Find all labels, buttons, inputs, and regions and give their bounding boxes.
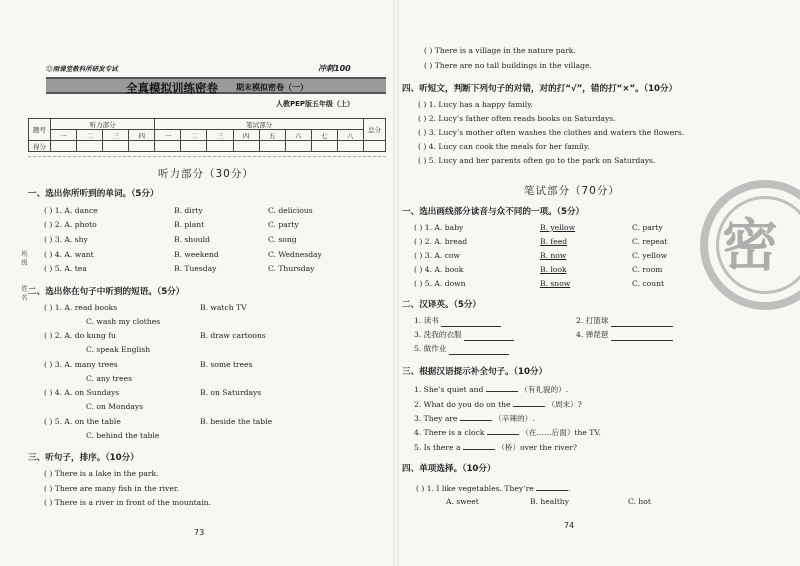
l3-item-2: ( ) There are many fish in the river. xyxy=(44,484,180,493)
l1-item-1-a: ( ) 1. A. dance xyxy=(44,206,98,215)
w3-item-4 xyxy=(414,427,601,438)
l3-item-1: ( ) There is a lake in the park. xyxy=(44,469,159,478)
w1-item-4-a: ( ) 4. A. book xyxy=(414,265,464,274)
w2-item-1-text: 1. 读书 xyxy=(414,316,439,325)
stamp-character: 密 xyxy=(722,213,778,279)
l2-item-3-b: B. some trees xyxy=(200,360,253,369)
l1-item-5-a: ( ) 5. A. tea xyxy=(44,264,87,273)
score-cell[interactable] xyxy=(129,141,155,152)
l1-item-2-c: C. party xyxy=(268,220,299,229)
l1-item-4-b: B. weekend xyxy=(174,250,219,259)
w1-item-4-c: C. room xyxy=(632,265,663,274)
l2-item-1-b: B. watch TV xyxy=(200,303,247,312)
title-banner xyxy=(46,77,386,94)
l2-item-2-b: B. draw cartoons xyxy=(200,331,266,340)
score-cell[interactable] xyxy=(51,141,77,152)
w3-item-2-post: （周末）? xyxy=(547,400,582,409)
l2-item-2-a: ( ) 2. A. do kung fu xyxy=(44,331,116,340)
w1-item-2-a: ( ) 2. A. bread xyxy=(414,237,468,246)
l4-item-4: ( ) 4. Lucy can cook the meals for her family. xyxy=(418,142,590,151)
w3-item-1-pre: 1. She’s quiet and xyxy=(414,385,484,394)
listening-section-4-title: 四、听短文，判断下列句子的对错，对的打“√”，错的打“×”。（10分） xyxy=(402,84,678,94)
score-cell[interactable] xyxy=(233,141,259,152)
w1-item-1-b: B. yellow xyxy=(540,223,576,232)
l1-item-3-a: ( ) 3. A. shy xyxy=(44,235,88,244)
w1-item-1-c: C. party xyxy=(632,223,663,232)
l3-item-5: ( ) There are no tall buildings in the village. xyxy=(424,61,592,70)
w3-item-4-pre: 4. There is a clock xyxy=(414,428,485,437)
total-header: 总分 xyxy=(364,119,386,141)
listening-part-title: 听力部分（30分） xyxy=(158,168,254,180)
page-number-left: 73 xyxy=(194,528,205,537)
answer-blank[interactable] xyxy=(463,442,495,450)
score-cell[interactable] xyxy=(103,141,129,152)
score-cell[interactable] xyxy=(207,141,233,152)
writing-section-2-title: 二、汉译英。（5分） xyxy=(402,300,482,310)
writing-num: 一 xyxy=(155,130,181,141)
answer-blank[interactable] xyxy=(460,413,492,421)
score-cell[interactable] xyxy=(77,141,103,152)
w1-item-3-a: ( ) 3. A. cow xyxy=(414,251,461,260)
score-cell[interactable] xyxy=(337,141,363,152)
w4-item-1-end: . xyxy=(568,484,571,493)
answer-line[interactable] xyxy=(441,316,501,327)
l1-item-5-b: B. Tuesday xyxy=(174,264,217,273)
l2-item-5-c: C. behind the table xyxy=(86,431,160,440)
listening-section-1-title: 一、选出你所听到的单词。（5分） xyxy=(28,189,159,199)
score-cell[interactable] xyxy=(311,141,337,152)
w1-item-2-c: C. repeat xyxy=(632,237,668,246)
w3-item-3-post: （辛辣的）. xyxy=(494,414,535,423)
w1-item-1-a: ( ) 1. A. baby xyxy=(414,223,464,232)
l1-item-4-c: C. Wednesday xyxy=(268,250,322,259)
exam-title: 全真模拟训练密卷 xyxy=(126,81,218,95)
score-cell[interactable] xyxy=(259,141,285,152)
w1-item-4-b: B. look xyxy=(540,265,567,274)
w3-item-3 xyxy=(414,413,535,424)
w1-item-2-b: B. feed xyxy=(540,237,568,246)
l2-item-4-c: C. on Mondays xyxy=(86,402,144,411)
l1-item-1-b: B. dirty xyxy=(174,206,203,215)
l2-item-3-a: ( ) 3. A. many trees xyxy=(44,360,118,369)
w2-item-4 xyxy=(576,330,673,341)
l3-item-4: ( ) There is a village in the nature park. xyxy=(424,46,576,55)
listening-num: 二 xyxy=(77,130,103,141)
binding-name-label: 姓 名 xyxy=(20,285,28,301)
writing-num: 五 xyxy=(259,130,285,141)
w3-item-5 xyxy=(414,442,577,453)
writing-header: 笔试部分 xyxy=(155,119,364,130)
w2-item-3-text: 3. 洗我的衣服 xyxy=(414,330,462,339)
l2-item-4-b: B. on Saturdays xyxy=(200,388,262,397)
score-cell[interactable] xyxy=(181,141,207,152)
w3-item-3-pre: 3. They are xyxy=(414,414,458,423)
w3-item-5-pre: 5. Is there a xyxy=(414,443,461,452)
l2-item-5-b: B. beside the table xyxy=(200,417,273,426)
writing-num: 七 xyxy=(311,130,337,141)
l4-item-3: ( ) 3. Lucy’s mother often washes the clothes and waters the flowers. xyxy=(418,128,685,137)
writing-num: 六 xyxy=(285,130,311,141)
page-fold xyxy=(393,0,399,566)
w2-item-1 xyxy=(414,316,501,327)
binding-class-label: 班 级 xyxy=(20,250,28,266)
l2-item-2-c: C. speak English xyxy=(86,345,151,354)
w4-option-b: B. healthy xyxy=(530,497,569,506)
l2-item-4-a: ( ) 4. A. on Sundays xyxy=(44,388,120,397)
writing-section-4-title: 四、单项选择。（10分） xyxy=(402,464,496,474)
l1-item-5-c: C. Thursday xyxy=(268,264,315,273)
w3-item-2-pre: 2. What do you do on the xyxy=(414,400,511,409)
w2-item-4-text: 4. 弹琵琶 xyxy=(576,330,609,339)
l4-item-1: ( ) 1. Lucy has a happy family. xyxy=(418,100,533,109)
exam-subtitle: 期末模拟密卷（一） xyxy=(236,83,308,92)
w1-item-5-c: C. count xyxy=(632,279,665,288)
w4-option-a: A. sweet xyxy=(446,497,479,506)
listening-num: 三 xyxy=(103,130,129,141)
l4-item-2: ( ) 2. Lucy’s father often reads books on Saturdays. xyxy=(418,114,616,123)
series-tagline: 冲刺100 xyxy=(318,64,351,73)
writing-part-title: 笔试部分（70分） xyxy=(524,185,620,197)
w1-item-3-b: B. now xyxy=(540,251,567,260)
answer-line[interactable] xyxy=(449,344,509,355)
l1-item-4-a: ( ) 4. A. want xyxy=(44,250,94,259)
l1-item-2-b: B. plant xyxy=(174,220,205,229)
answer-line[interactable] xyxy=(611,316,673,327)
edition-label: 人教PEP版五年级（上） xyxy=(276,100,355,108)
w3-item-5-post: （桥）over the river? xyxy=(497,443,577,452)
writing-section-1-title: 一、选出画线部分读音与众不同的一项。（5分） xyxy=(402,207,585,217)
row-header-cell: 题号 xyxy=(29,119,51,141)
score-row-label: 得分 xyxy=(29,141,51,152)
w4-item-1 xyxy=(416,483,571,494)
writing-num: 四 xyxy=(233,130,259,141)
w2-item-5 xyxy=(414,344,509,355)
writing-num: 八 xyxy=(337,130,363,141)
w3-item-1 xyxy=(414,384,568,395)
score-cell[interactable] xyxy=(364,141,386,152)
answer-line[interactable] xyxy=(611,330,673,341)
w2-item-2-text: 2. 打篮球 xyxy=(576,316,609,325)
answer-blank[interactable] xyxy=(487,427,519,435)
writing-num: 三 xyxy=(207,130,233,141)
w2-item-3 xyxy=(414,330,514,341)
writing-num: 二 xyxy=(181,130,207,141)
listening-num: 一 xyxy=(51,130,77,141)
page-number-right: 74 xyxy=(564,521,575,530)
l1-item-3-b: B. should xyxy=(174,235,210,244)
listening-section-3-title: 三、听句子，排序。（10分） xyxy=(28,453,139,463)
l2-item-1-c: C. wash my clothes xyxy=(86,317,161,326)
w2-item-2 xyxy=(576,316,673,327)
answer-blank[interactable] xyxy=(486,384,518,392)
l1-item-2-a: ( ) 2. A. photo xyxy=(44,220,97,229)
score-cell[interactable] xyxy=(155,141,181,152)
l4-item-5: ( ) 5. Lucy and her parents often go to the park on Saturdays. xyxy=(418,156,656,165)
listening-num: 四 xyxy=(129,130,155,141)
l1-item-1-c: C. delicious xyxy=(268,206,313,215)
w3-item-4-post: （在……后面）the TV. xyxy=(521,428,601,437)
w1-item-5-b: B. snow xyxy=(540,279,571,288)
l3-item-3: ( ) There is a river in front of the mountain. xyxy=(44,498,211,507)
w4-option-c: C. hot xyxy=(628,497,651,506)
w1-item-5-a: ( ) 5. A. down xyxy=(414,279,466,288)
answer-blank[interactable] xyxy=(536,483,571,493)
l2-item-1-a: ( ) 1. A. read books xyxy=(44,303,118,312)
w3-item-1-post: （有礼貌的）. xyxy=(520,385,569,394)
answer-blank[interactable] xyxy=(513,399,545,407)
l2-item-5-a: ( ) 5. A. on the table xyxy=(44,417,121,426)
w2-item-5-text: 5. 做作业 xyxy=(414,344,447,353)
score-cell[interactable] xyxy=(285,141,311,152)
publisher-brand: ☺雨课堂教科所研发专试 xyxy=(46,65,118,73)
l2-item-3-c: C. any trees xyxy=(86,374,133,383)
w1-item-3-c: C. yellow xyxy=(632,251,668,260)
score-table xyxy=(28,118,386,152)
w4-item-1-text: ( ) 1. I like vegetables. They’re xyxy=(416,484,534,493)
answer-line[interactable] xyxy=(464,330,514,341)
writing-section-3-title: 三、根据汉语提示补全句子。（10分） xyxy=(402,367,548,377)
listening-section-2-title: 二、选出你在句子中听到的短语。（5分） xyxy=(28,287,185,297)
w3-item-2 xyxy=(414,399,582,410)
l1-item-3-c: C. song xyxy=(268,235,297,244)
divider xyxy=(28,156,386,157)
left-page xyxy=(18,0,390,566)
listening-header: 听力部分 xyxy=(51,119,155,130)
